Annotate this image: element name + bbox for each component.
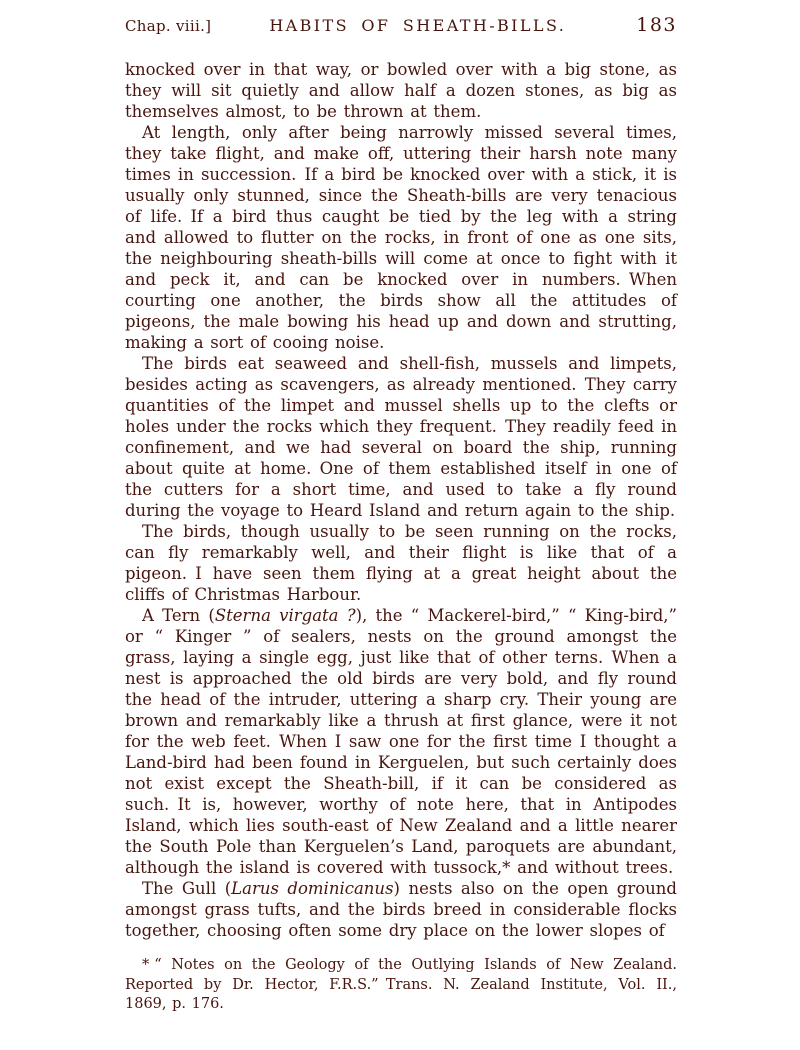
text-block xyxy=(125,14,677,1015)
paragraph xyxy=(125,59,677,122)
paragraph-text: A Tern ( xyxy=(142,606,215,625)
paragraph xyxy=(125,878,677,941)
species-name: Larus dominicanus xyxy=(231,879,394,898)
paragraph-text: The Gull ( xyxy=(142,879,232,898)
paragraph-text: The birds eat seaweed and shell-fish, mussels and limpets, besides acting as scavengers, as already mentioned. They carry quantities of the limpet and mussel shells up to the clefts or holes under the rocks which they frequent. They readily feed in confinement, and we had several on board the ship, running about quite at home. One of them established itself in one of the cutters for a short time, and used to take a fly round during the voyage to Heard Island and return again to the ship. xyxy=(125,354,677,520)
paragraph-text: At length, only after being narrowly missed several times, they take flight, and make off, uttering their harsh note many times in succession. If a bird be knocked over with a stick, it is usually only stunned, since the Sheath-bills are very tenacious of life. If a bird thus caught be tied by the leg with a string and allowed to flutter on the rocks, in front of one as one sits, the neighbouring sheath-bills will come at once to fight with it and peck it, and can be knocked over in numbers. When courting one another, the birds show all the attitudes of pigeons, the male bowing his head up and down and strutting, making a sort of cooing noise. xyxy=(125,123,677,352)
species-name: Sterna virgata ? xyxy=(214,606,356,625)
chapter-label: Chap. viii.] xyxy=(125,17,212,35)
footnote-text: “ Notes on the Geology of the Outlying Islands of New Zealand. Reported by Dr. Hector, F.R.S.” Trans. N. Zealand Institute, Vol. II., 1869, p. 176. xyxy=(125,957,677,1012)
paragraph-text: ), the “ Mackerel-bird,” “ King-bird,” or “ Kinger ” of sealers, nests on the ground amongst the grass, laying a single egg, just like that of other terns. When a nest is approached the old birds are very bold, and fly round the head of the intruder, uttering a sharp cry. Their young are brown and remarkably like a thrush at first glance, were it not for the web feet. When I saw one for the first time I thought a Land-bird had been found in Kerguelen, but such certainly does not exist except the Sheath-bill, if it can be considered as such. It is, however, worthy of note here, that in Antipodes Island, which lies south-east of New Zealand and a little nearer the South Pole than Kerguelen’s Land, paroquets are abundant, although the island is covered with tussock,* and without trees. xyxy=(125,606,677,877)
footnote-marker: * xyxy=(142,957,150,973)
page-body xyxy=(125,59,677,941)
paragraph xyxy=(125,605,677,878)
paragraph xyxy=(125,122,677,353)
running-title: HABITS OF SHEATH-BILLS. xyxy=(269,16,567,35)
paragraph-text: ) nests also on the open ground amongst grass tufts, and the birds breed in considerable flocks together, choosing often some dry place on the lower slopes of xyxy=(125,879,677,940)
page-header xyxy=(125,14,677,36)
paragraph xyxy=(125,353,677,521)
paragraph-text: knocked over in that way, or bowled over with a big stone, as they will sit quietly and allow half a dozen stones, as big as themselves almost, to be thrown at them. xyxy=(125,60,677,121)
footnote xyxy=(125,956,677,1015)
page-number: 183 xyxy=(636,14,677,36)
paragraph-text: The birds, though usually to be seen running on the rocks, can fly remarkably well, and their flight is like that of a pigeon. I have seen them flying at a great height about the cliffs of Christmas Harbour. xyxy=(125,522,677,604)
paragraph xyxy=(125,521,677,605)
